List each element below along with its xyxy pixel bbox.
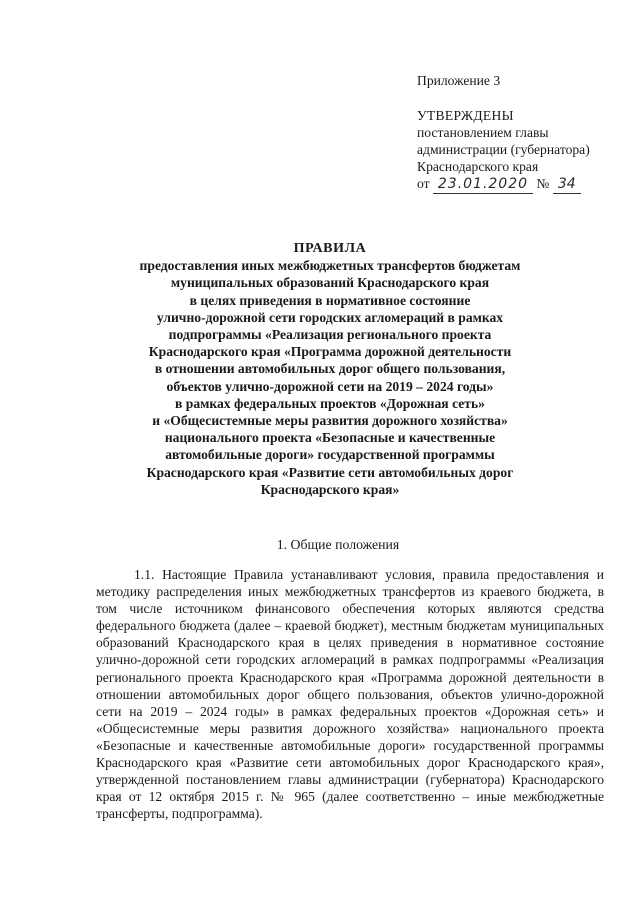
approved-label: УТВЕРЖДЕНЫ xyxy=(417,108,514,123)
title-line: в целях приведения в нормативное состояние xyxy=(189,292,471,308)
body-paragraph: 1.1. Настоящие Правила устанавливают условия, правила предоставления и методику распределения иных межбюджетных трансфертов из краевого бюджета, в том числе источником финансового обеспечения которых являются средства федерального бюджета (далее – краевой бюджет), местным бюджетам муниципальных образований Краснодарского края в целях приведения в нормативное состояние улично-дорожной сети городских агломераций в рамках подпрограммы «Реализация регионального проекта Краснодарского края «Программа дорожной деятельности в отношении автомобильных дорог общего пользования, объектов улично-дорожной сети на 2019 – 2024 годы» в рамках федеральных проектов «Дорожная сеть» и «Общесистемные меры развития дорожного хозяйства» национального проекта «Безопасные и качественные автомобильные дороги» государственной программы Краснодарского края «Развитие сети автомобильных дорог Краснодарского края», утвержденной постановлением главы администрации (губернатора) Краснодарского края от 12 октября 2015 г. № 965 (далее соответственно – иные межбюджетные трансферты, подпрограмма). xyxy=(96,567,604,822)
approval-line: администрации (губернатора) xyxy=(417,142,590,157)
title-line: муниципальных образований Краснодарского края xyxy=(170,275,490,291)
approval-date-line xyxy=(417,175,627,194)
title-line: Краснодарского края «Развитие сети автомобильных дорог xyxy=(146,464,514,480)
title-line: автомобильные дороги» государственной программы xyxy=(165,447,495,463)
title-line: подпрограммы «Реализация регионального проекта xyxy=(168,327,492,343)
title-line: и «Общесистемные меры развития дорожного хозяйства» xyxy=(152,413,508,429)
title-line: Краснодарского края «Программа дорожной деятельности xyxy=(148,344,512,360)
approval-line: Краснодарского края xyxy=(417,159,539,174)
title-line: Краснодарского края» xyxy=(260,481,400,497)
title-line: объектов улично-дорожной сети на 2019 – 2024 годы» xyxy=(166,378,494,394)
title-line: улично-дорожной сети городских агломераций в рамках xyxy=(156,309,504,325)
title-line: в отношении автомобильных дорог общего пользования, xyxy=(154,361,506,377)
section-heading: 1. Общие положения xyxy=(276,537,400,552)
approval-line: постановлением главы xyxy=(417,125,549,140)
title-line: предоставления иных межбюджетных трансфертов бюджетам xyxy=(139,258,521,274)
document-title xyxy=(110,240,550,498)
title-line: в рамках федеральных проектов «Дорожная сеть» xyxy=(175,395,485,411)
approval-block xyxy=(417,72,627,194)
date-prefix: от xyxy=(417,176,430,191)
handwritten-number: 34 xyxy=(553,176,581,194)
handwritten-date: 23.01.2020 xyxy=(433,176,533,194)
appendix-label: Приложение 3 xyxy=(417,73,501,88)
title-line: национального проекта «Безопасные и качественные xyxy=(164,430,496,446)
title-heading: ПРАВИЛА xyxy=(293,241,367,256)
number-prefix: № xyxy=(536,176,550,191)
